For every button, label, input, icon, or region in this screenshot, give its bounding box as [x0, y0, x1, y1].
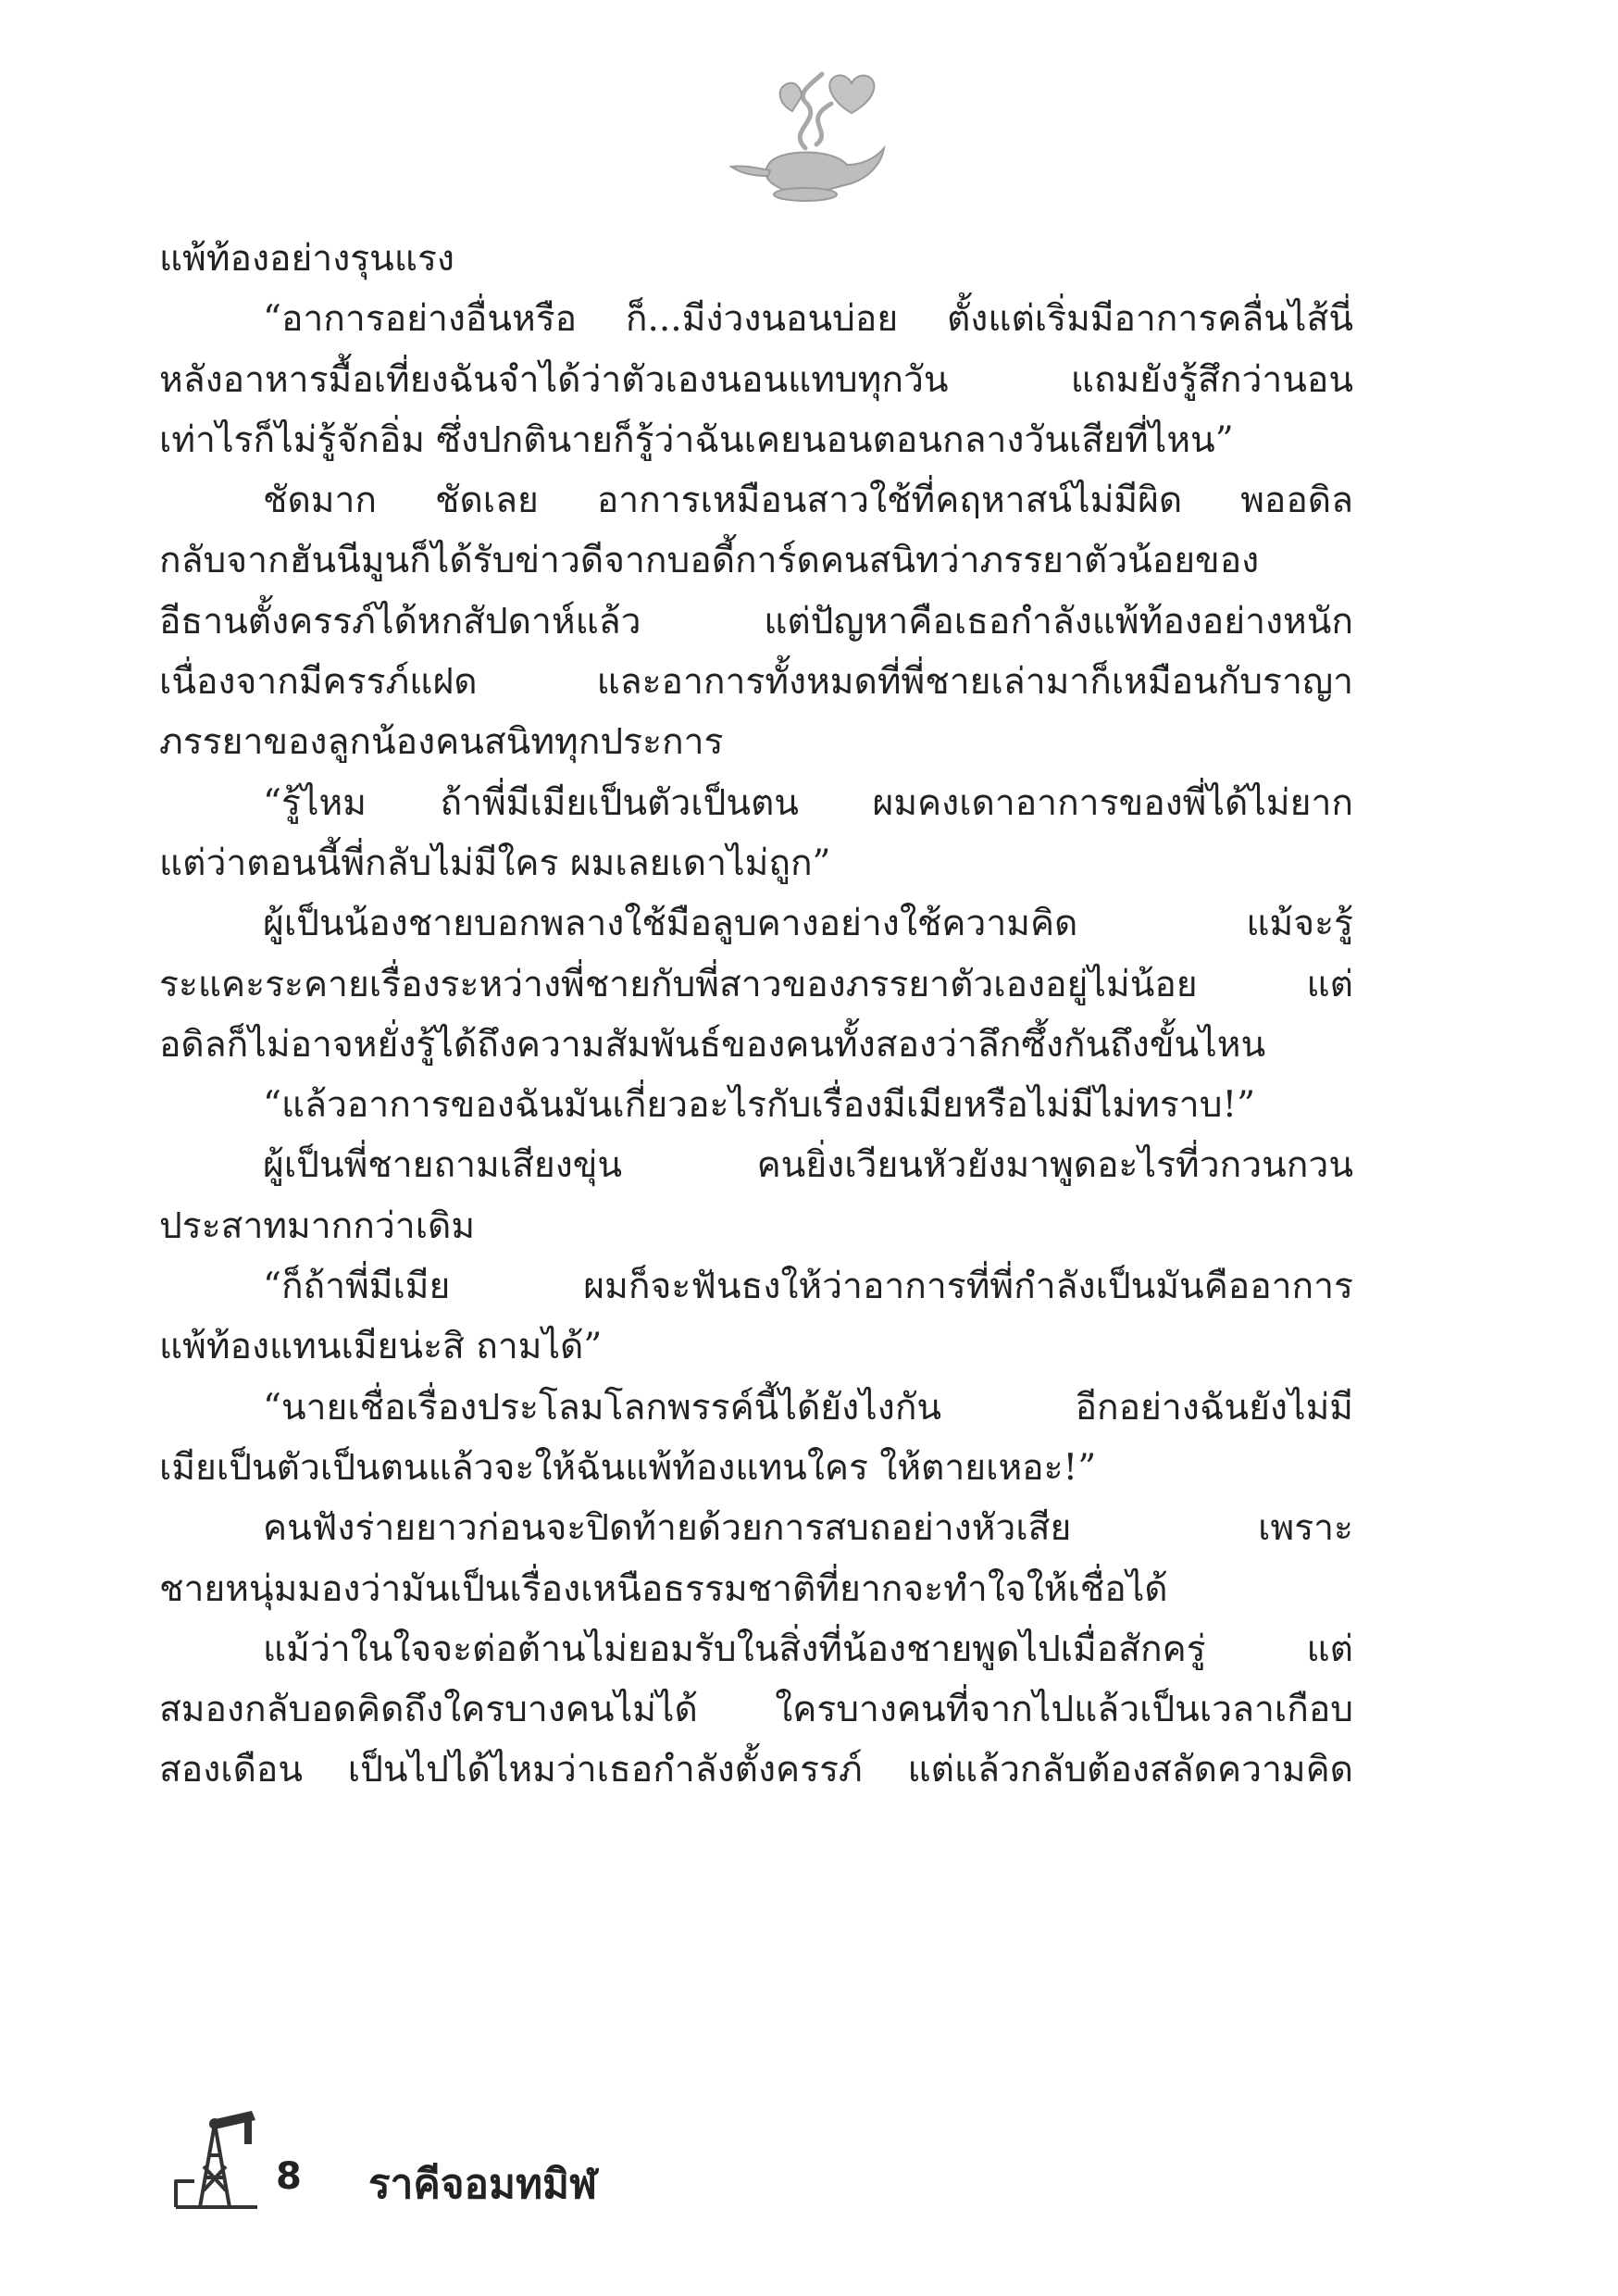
text-line: ชัดมาก ชัดเลย อาการเหมือนสาวใช้ที่คฤหาสน์ไม่มีผิด พออดิล: [263, 480, 1353, 522]
text-line: แพ้ท้องอย่างรุนแรง: [159, 238, 454, 280]
text-line: กลับจากฮันนีมูนก็ได้รับข่าวดีจากบอดี้การ์ดคนสนิทว่าภรรยาตัวน้อยของ: [159, 540, 1260, 582]
text-line: “ก็ถ้าพี่มีเมีย ผมก็จะฟันธงให้ว่าอาการที่พี่กำลังเป็นมันคืออาการ: [263, 1266, 1353, 1308]
genie-lamp-ornament-icon: [713, 56, 898, 213]
text-line: แพ้ท้องแทนเมียน่ะสิ ถามได้”: [159, 1326, 603, 1368]
text-line: หลังอาหารมื้อเที่ยงฉันจำได้ว่าตัวเองนอนแทบทุกวัน แถมยังรู้สึกว่านอน: [159, 358, 1353, 401]
page-number: 8: [276, 2155, 302, 2198]
text-line: คนฟังร่ายยาวก่อนจะปิดท้ายด้วยการสบถอย่างหัวเสีย เพราะ: [263, 1507, 1353, 1550]
text-line: แต่ว่าตอนนี้พี่กลับไม่มีใคร ผมเลยเดาไม่ถูก”: [159, 842, 831, 884]
text-line: ระแคะระคายเรื่องระหว่างพี่ชายกับพี่สาวของภรรยาตัวเองอยู่ไม่น้อย แต่: [159, 963, 1353, 1005]
text-line: ประสาทมากกว่าเดิม: [159, 1204, 476, 1247]
text-line: “นายเชื่อเรื่องประโลมโลกพรรค์นี้ได้ยังไงกัน อีกอย่างฉันยังไม่มี: [263, 1386, 1353, 1429]
text-line: ผู้เป็นพี่ชายถามเสียงขุ่น คนยิ่งเวียนหัวยังมาพูดอะไรที่วกวนกวน: [263, 1144, 1353, 1187]
text-line: อดิลก็ไม่อาจหยั่งรู้ได้ถึงความสัมพันธ์ของคนทั้งสองว่าลึกซึ้งกันถึงขั้นไหน: [159, 1023, 1266, 1066]
text-line: “รู้ไหม ถ้าพี่มีเมียเป็นตัวเป็นตน ผมคงเดาอาการของพี่ได้ไม่ยาก: [263, 781, 1353, 824]
page-footer: [172, 2107, 913, 2218]
text-line: ภรรยาของลูกน้องคนสนิททุกประการ: [159, 721, 724, 764]
text-line: เมียเป็นตัวเป็นตนแล้วจะให้ฉันแพ้ท้องแทนใคร ให้ตายเหอะ!”: [159, 1446, 1097, 1489]
oil-pump-derrick-icon: [172, 2107, 261, 2211]
text-line: “อาการอย่างอื่นหรือ ก็...มีง่วงนอนบ่อย ตั้งแต่เริ่มมีอาการคลื่นไส้นี่: [263, 298, 1353, 341]
text-line: ผู้เป็นน้องชายบอกพลางใช้มือลูบคางอย่างใช้ความคิด แม้จะรู้: [263, 903, 1353, 945]
book-title: ราคีจอมทมิฬ: [368, 2161, 598, 2208]
text-line: ชายหนุ่มมองว่ามันเป็นเรื่องเหนือธรรมชาติที่ยากจะทำใจให้เชื่อได้: [159, 1567, 1168, 1610]
text-line: เท่าไรก็ไม่รู้จักอิ่ม ซึ่งปกตินายก็รู้ว่าฉันเคยนอนตอนกลางวันเสียที่ไหน”: [159, 418, 1234, 461]
text-line: สองเดือน เป็นไปได้ไหมว่าเธอกำลังตั้งครรภ์ แต่แล้วกลับต้องสลัดความคิด: [159, 1749, 1353, 1791]
text-line: “แล้วอาการของฉันมันเกี่ยวอะไรกับเรื่องมีเมียหรือไม่มีไม่ทราบ!”: [263, 1084, 1256, 1127]
text-line: แม้ว่าในใจจะต่อต้านไม่ยอมรับในสิ่งที่น้องชายพูดไปเมื่อสักครู่ แต่: [263, 1628, 1353, 1670]
text-line: อีธานตั้งครรภ์ได้หกสัปดาห์แล้ว แต่ปัญหาคือเธอกำลังแพ้ท้องอย่างหนัก: [159, 600, 1353, 643]
body-text: [159, 229, 1353, 1801]
text-line: สมองกลับอดคิดถึงใครบางคนไม่ได้ ใครบางคนที่จากไปแล้วเป็นเวลาเกือบ: [159, 1689, 1353, 1731]
text-line: เนื่องจากมีครรภ์แฝด และอาการทั้งหมดที่พี่ชายเล่ามาก็เหมือนกับราญา: [159, 661, 1353, 704]
